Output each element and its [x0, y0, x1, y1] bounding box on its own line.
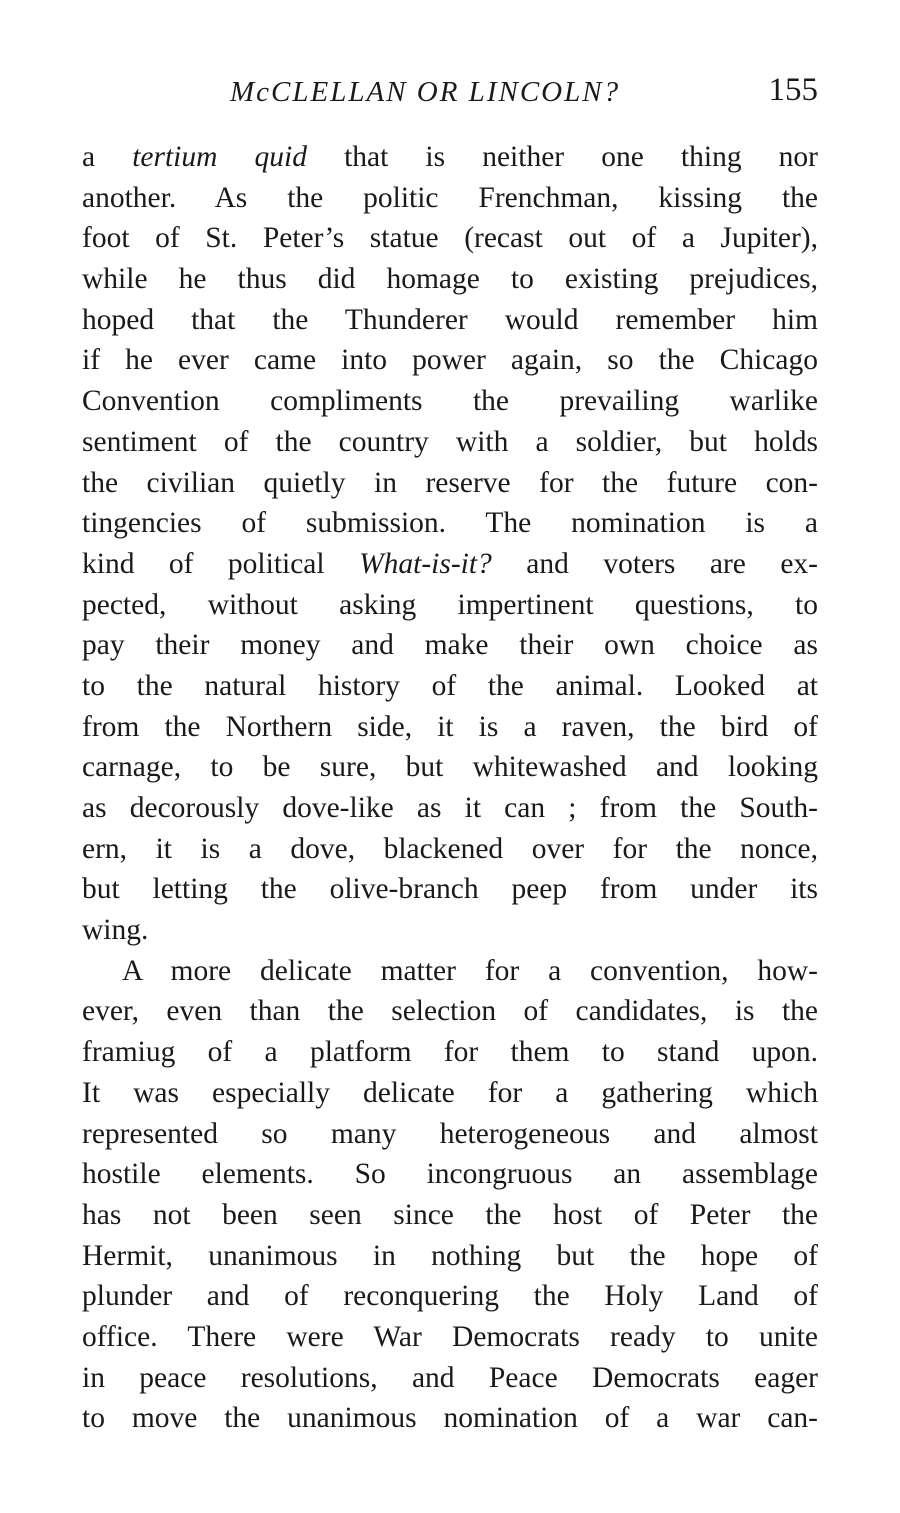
text-line [82, 1317, 818, 1358]
text-segment: kind of political [82, 547, 360, 580]
text-segment: framiug of a platform for them to stand upon. [82, 1036, 818, 1069]
text-segment: a [82, 141, 133, 173]
text-segment: plunder and of reconquering the Holy Land of [82, 1280, 818, 1313]
paragraph [82, 951, 818, 1439]
text-line [82, 1398, 818, 1439]
text-segment: that is neither one thing nor [306, 141, 819, 173]
text-line [82, 340, 818, 381]
text-segment: foot of St. Peter’s statue (recast out of a Jupiter), [82, 222, 818, 255]
text-segment: hoped that the Thunderer would remember him [82, 303, 818, 336]
text-line [82, 585, 818, 626]
text-segment: wing. [82, 914, 149, 947]
text-line [82, 1154, 818, 1195]
text-segment: It was especially delicate for a gathering which [82, 1076, 818, 1109]
running-head [80, 72, 820, 118]
text-segment: but letting the olive-branch peep from under its [82, 873, 818, 906]
text-segment: in peace resolutions, and Peace Democrats eager [82, 1361, 818, 1394]
text-line [82, 218, 818, 259]
text-segment: to the natural history of the animal. Looked at [82, 669, 818, 702]
text-line [82, 869, 818, 910]
text-line [82, 747, 818, 788]
text-line [82, 178, 818, 219]
text-segment: and voters are ex- [491, 547, 818, 580]
italic-text: tertium quid [132, 141, 307, 173]
text-segment: hostile elements. So incongruous an assemblage [82, 1158, 818, 1191]
text-segment: to move the unanimous nomination of a war can- [82, 1402, 818, 1435]
text-segment: pected, without asking impertinent questions, to [82, 588, 818, 621]
text-segment: another. As the politic Frenchman, kissing the [82, 181, 818, 214]
text-line [82, 1032, 818, 1073]
text-line [82, 1358, 818, 1399]
body-text [82, 137, 818, 1439]
text-segment: represented so many heterogeneous and almost [82, 1117, 818, 1150]
text-line [82, 707, 818, 748]
text-line [82, 137, 818, 178]
text-line [82, 1276, 818, 1317]
text-segment: Convention compliments the prevailing warlike [82, 385, 818, 418]
text-line [82, 666, 818, 707]
text-line [82, 463, 818, 504]
text-line [82, 1195, 818, 1236]
text-segment: has not been seen since the host of Peter the [82, 1198, 818, 1231]
text-segment: the civilian quietly in reserve for the future con- [82, 466, 818, 499]
text-line [82, 991, 818, 1032]
text-line [82, 503, 818, 544]
text-segment: office. There were War Democrats ready to unite [82, 1320, 818, 1353]
text-line [82, 381, 818, 422]
text-line [82, 829, 818, 870]
text-segment: carnage, to be sure, but whitewashed and looking [82, 751, 818, 784]
text-segment: while he thus did homage to existing prejudices, [82, 263, 818, 296]
text-line [82, 788, 818, 829]
text-line [82, 422, 818, 463]
text-line [82, 910, 818, 951]
text-line [82, 300, 818, 341]
text-segment: A more delicate matter for a convention, how- [122, 954, 818, 987]
text-segment: as decorously dove-like as it can ; from the South- [82, 792, 818, 824]
text-line [82, 259, 818, 300]
text-line [82, 1236, 818, 1277]
text-segment: sentiment of the country with a soldier, but holds [82, 425, 818, 458]
text-segment: tingencies of submission. The nomination is a [82, 507, 818, 540]
text-line [82, 1073, 818, 1114]
running-title: McCLELLAN OR LINCOLN? [230, 76, 621, 108]
text-line [82, 951, 818, 992]
text-line [82, 625, 818, 666]
text-segment: Hermit, unanimous in nothing but the hope of [82, 1239, 818, 1272]
page-number: 155 [768, 72, 818, 108]
paragraph [82, 137, 818, 951]
text-line [82, 1114, 818, 1155]
text-segment: ern, it is a dove, blackened over for the nonce, [82, 832, 818, 865]
text-segment: pay their money and make their own choice as [82, 629, 818, 662]
text-segment: from the Northern side, it is a raven, the bird of [82, 710, 818, 743]
text-line [82, 544, 818, 585]
text-segment: ever, even than the selection of candidates, is the [82, 995, 818, 1028]
text-segment: if he ever came into power again, so the Chicago [82, 344, 818, 377]
italic-text: What-is-it? [359, 547, 492, 580]
